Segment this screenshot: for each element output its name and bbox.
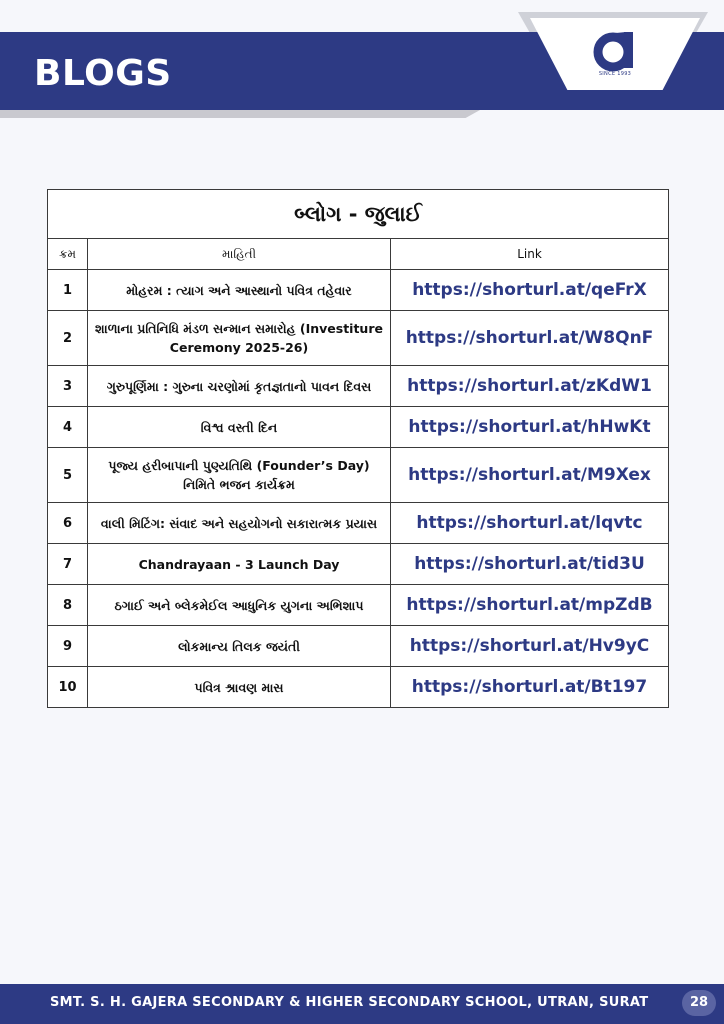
row-number: 7: [48, 544, 88, 585]
blog-link[interactable]: https://shorturl.at/W8QnF: [405, 328, 654, 348]
row-info: ગુરુપૂર્ણિમા : ગુરુના ચરણોમાં કૃતજ્ઞતાનો પાવન દિવસ: [88, 366, 391, 407]
blog-link[interactable]: https://shorturl.at/Bt197: [411, 677, 648, 697]
table-title: બ્લોગ - જુલાઈ: [48, 190, 669, 239]
blog-link[interactable]: https://shorturl.at/lqvtc: [416, 513, 643, 533]
row-info: ઠગાઈ અને બ્લેકમેઈલ આધુનિક યુગના અભિશાપ: [88, 585, 391, 626]
row-number: 9: [48, 626, 88, 667]
row-info: લોકમાન્ય તિલક જયંતી: [88, 626, 391, 667]
blog-link[interactable]: https://shorturl.at/mpZdB: [406, 595, 653, 615]
table-row: [48, 626, 669, 667]
row-info: વિશ્વ વસ્તી દિન: [88, 407, 391, 448]
row-number: 5: [48, 448, 88, 503]
column-header-number: ક્રમ: [48, 239, 88, 270]
row-info: શાળાના પ્રતિનિધિ મંડળ સન્માન સમારોહ (Investiture Ceremony 2025-26): [88, 311, 391, 366]
page-title: BLOGS: [34, 53, 172, 94]
blog-link[interactable]: https://shorturl.at/zKdW1: [407, 376, 652, 396]
table-row: [48, 366, 669, 407]
row-info: વાલી મિટિંગ: સંવાદ અને સહયોગનો સકારાત્મક પ્રયાસ: [88, 503, 391, 544]
table-row: [48, 503, 669, 544]
header-shadow: [0, 110, 480, 118]
table-row: [48, 270, 669, 311]
row-info: Chandrayaan - 3 Launch Day: [88, 544, 391, 585]
blog-table: [47, 189, 669, 708]
row-info: પવિત્ર શ્રાવણ માસ: [88, 667, 391, 708]
blog-link[interactable]: https://shorturl.at/hHwKt: [408, 417, 651, 437]
page-number-badge: 28: [682, 990, 716, 1016]
column-header-link: Link: [391, 239, 669, 270]
blog-link[interactable]: https://shorturl.at/Hv9yC: [409, 636, 650, 656]
row-number: 4: [48, 407, 88, 448]
table-row: [48, 311, 669, 366]
footer-school-name: SMT. S. H. GAJERA SECONDARY & HIGHER SECONDARY SCHOOL, UTRAN, SURAT: [50, 995, 649, 1010]
table-row: [48, 448, 669, 503]
table-row: [48, 667, 669, 708]
row-info: પૂજ્ય હરીબાપાની પુણ્યતિથિ (Founder’s Day) નિમિતે ભજન કાર્યક્રમ: [88, 448, 391, 503]
table-row: [48, 585, 669, 626]
row-number: 2: [48, 311, 88, 366]
table-row: [48, 544, 669, 585]
blog-link[interactable]: https://shorturl.at/M9Xex: [408, 465, 651, 485]
school-logo-icon: [592, 28, 638, 74]
blog-link[interactable]: https://shorturl.at/tid3U: [414, 554, 645, 574]
row-number: 8: [48, 585, 88, 626]
table-row: [48, 407, 669, 448]
row-number: 1: [48, 270, 88, 311]
row-number: 3: [48, 366, 88, 407]
row-info: મોહરમ : ત્યાગ અને આસ્થાનો પવિત્ર તહેવાર: [88, 270, 391, 311]
row-number: 10: [48, 667, 88, 708]
blog-link[interactable]: https://shorturl.at/qeFrX: [412, 280, 647, 300]
logo-caption: SINCE 1993: [598, 71, 632, 77]
row-number: 6: [48, 503, 88, 544]
column-header-info: માહિતી: [88, 239, 391, 270]
